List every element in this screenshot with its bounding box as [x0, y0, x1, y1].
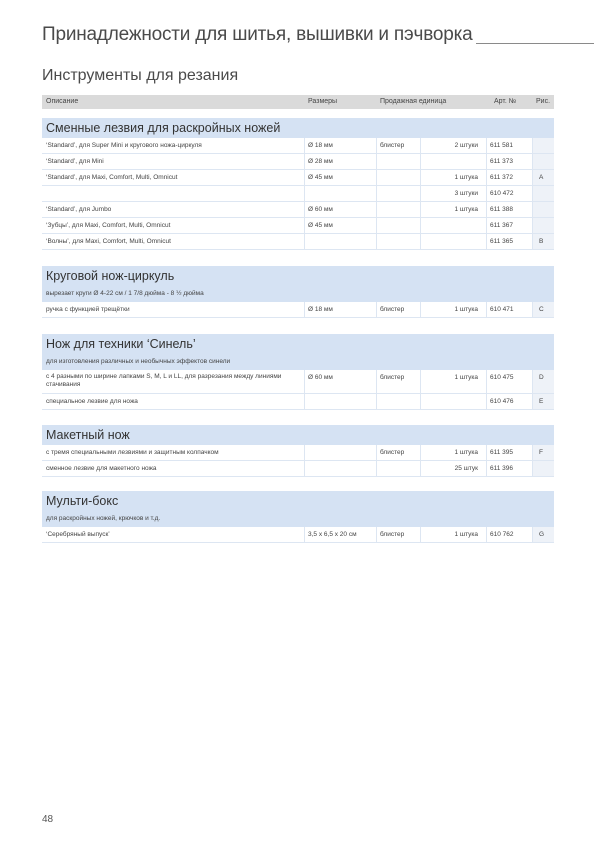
row-size: Ø 60 мм	[308, 374, 333, 381]
column-header-art: Арт. №	[494, 98, 517, 105]
column-divider	[532, 527, 533, 543]
row-unit: блистер	[380, 142, 405, 149]
table-row	[42, 370, 554, 394]
column-divider	[486, 302, 487, 318]
block-subtitle: вырезает круги Ø 4-22 см / 1 7/8 дюйма - 8 ½ дюйма	[42, 286, 554, 302]
product-block	[42, 425, 554, 477]
row-article-number: 611 395	[490, 449, 514, 456]
row-divider	[42, 542, 554, 543]
row-article-number: 611 365	[490, 238, 514, 245]
row-divider	[42, 393, 554, 394]
row-description: ‘Standard’, для Super Mini и кругового ножа-циркуля	[46, 142, 202, 149]
column-divider	[486, 527, 487, 543]
row-quantity: 3 штуки	[454, 190, 478, 197]
row-description: ‘Серебряный выпуск’	[46, 531, 110, 538]
column-divider	[376, 370, 377, 410]
row-quantity: 1 штука	[454, 374, 478, 381]
row-size: Ø 45 мм	[308, 174, 333, 181]
section-title: Инструменты для резания	[42, 67, 239, 84]
row-divider	[42, 169, 554, 170]
row-figure-ref: E	[539, 398, 544, 405]
row-figure-ref: C	[539, 306, 544, 313]
row-size: Ø 28 мм	[308, 158, 333, 165]
row-divider	[42, 153, 554, 154]
row-article-number: 610 475	[490, 374, 514, 381]
table-row	[42, 186, 554, 202]
row-figure-ref: D	[539, 374, 544, 381]
row-size: Ø 18 мм	[308, 306, 333, 313]
row-divider	[42, 233, 554, 234]
column-header-description: Описание	[46, 98, 79, 105]
table-row	[42, 394, 554, 410]
table-row	[42, 461, 554, 477]
column-divider	[532, 445, 533, 477]
table-row	[42, 218, 554, 234]
row-figure-ref: F	[539, 449, 543, 456]
column-divider	[376, 302, 377, 318]
row-figure-ref: G	[539, 531, 545, 538]
row-description: ‘Волны’, для Maxi, Comfort, Multi, Omnicut	[46, 238, 171, 245]
row-description: ‘Standard’, для Mini	[46, 158, 104, 165]
column-divider	[486, 370, 487, 410]
product-block	[42, 491, 554, 543]
block-title: Нож для техники ‘Синель’	[42, 334, 554, 354]
column-divider	[420, 370, 421, 410]
row-article-number: 610 476	[490, 398, 514, 405]
column-header-size: Размеры	[308, 98, 338, 105]
column-divider	[532, 370, 533, 410]
row-divider	[42, 185, 554, 186]
table-row	[42, 527, 554, 543]
row-description: сменное лезвие для макетного ножа	[46, 465, 157, 472]
column-header-unit: Продажная единица	[380, 98, 447, 105]
row-article-number: 611 396	[490, 465, 514, 472]
column-divider	[420, 445, 421, 477]
table-row	[42, 234, 554, 250]
column-divider	[486, 445, 487, 477]
block-title: Сменные лезвия для раскройных ножей	[42, 118, 554, 138]
row-quantity: 1 штука	[454, 449, 478, 456]
row-unit: блистер	[380, 531, 405, 538]
table-row	[42, 170, 554, 186]
row-description: ‘Зубцы’, для Maxi, Comfort, Multi, Omnicut	[46, 222, 171, 229]
row-quantity: 2 штуки	[454, 142, 478, 149]
row-description: ‘Standard’, для Jumbo	[46, 206, 112, 213]
column-divider	[304, 370, 305, 410]
row-article-number: 610 472	[490, 190, 514, 197]
row-article-number: 611 373	[490, 158, 514, 165]
column-divider	[304, 527, 305, 543]
row-unit: блистер	[380, 306, 405, 313]
page-title: Принадлежности для шитья, вышивки и пэчворка	[42, 24, 473, 45]
column-divider	[304, 445, 305, 477]
row-article-number: 611 581	[490, 142, 514, 149]
row-size: Ø 18 мм	[308, 142, 333, 149]
row-divider	[42, 217, 554, 218]
row-description: с тремя специальными лезвиями и защитным колпачком	[46, 449, 219, 456]
row-size: Ø 45 мм	[308, 222, 333, 229]
row-divider	[42, 476, 554, 477]
row-article-number: 611 372	[490, 174, 514, 181]
row-article-number: 610 762	[490, 531, 514, 538]
row-unit: блистер	[380, 449, 405, 456]
row-quantity: 1 штука	[454, 206, 478, 213]
row-unit: блистер	[380, 374, 405, 381]
row-article-number: 610 471	[490, 306, 514, 313]
row-quantity: 25 штук	[454, 465, 478, 472]
row-article-number: 611 388	[490, 206, 514, 213]
row-description: ручка с функцией трещётки	[46, 306, 130, 313]
table-row	[42, 445, 554, 461]
block-title: Круговой нож-циркуль	[42, 266, 554, 286]
product-block	[42, 266, 554, 318]
table-row	[42, 302, 554, 318]
block-title: Мульти-бокс	[42, 491, 554, 511]
row-divider	[42, 201, 554, 202]
column-header-fig: Рис.	[536, 98, 551, 105]
page-number: 48	[42, 814, 54, 825]
column-divider	[420, 527, 421, 543]
row-quantity: 1 штука	[454, 174, 478, 181]
block-title: Макетный нож	[42, 425, 554, 445]
row-description: с 4 разными по ширине лапками S, M, L и LL, для разрезания между линиями стачивания	[46, 373, 282, 388]
column-header-row	[42, 95, 554, 109]
product-block	[42, 334, 554, 410]
column-divider	[376, 527, 377, 543]
table-row	[42, 138, 554, 154]
block-subtitle: для раскройных ножей, крючков и т.д.	[42, 511, 554, 527]
row-figure-ref: B	[539, 238, 544, 245]
row-divider	[42, 460, 554, 461]
title-rule	[476, 43, 594, 44]
row-divider	[42, 317, 554, 318]
row-figure-ref: A	[539, 174, 544, 181]
row-quantity: 1 штука	[454, 306, 478, 313]
row-divider	[42, 249, 554, 250]
column-divider	[420, 302, 421, 318]
row-description: специальное лезвие для ножа	[46, 398, 138, 405]
row-divider	[42, 409, 554, 410]
block-subtitle: для изготовления различных и необычных эффектов синели	[42, 354, 554, 370]
column-divider	[532, 302, 533, 318]
table-row	[42, 154, 554, 170]
table-row	[42, 202, 554, 218]
row-size: 3,5 x 6,5 x 20 см	[308, 531, 357, 538]
column-divider	[376, 445, 377, 477]
row-article-number: 611 367	[490, 222, 514, 229]
column-divider	[304, 302, 305, 318]
row-description: ‘Standard’, для Maxi, Comfort, Multi, Omnicut	[46, 174, 178, 181]
product-block	[42, 118, 554, 250]
row-size: Ø 60 мм	[308, 206, 333, 213]
row-quantity: 1 штука	[454, 531, 478, 538]
